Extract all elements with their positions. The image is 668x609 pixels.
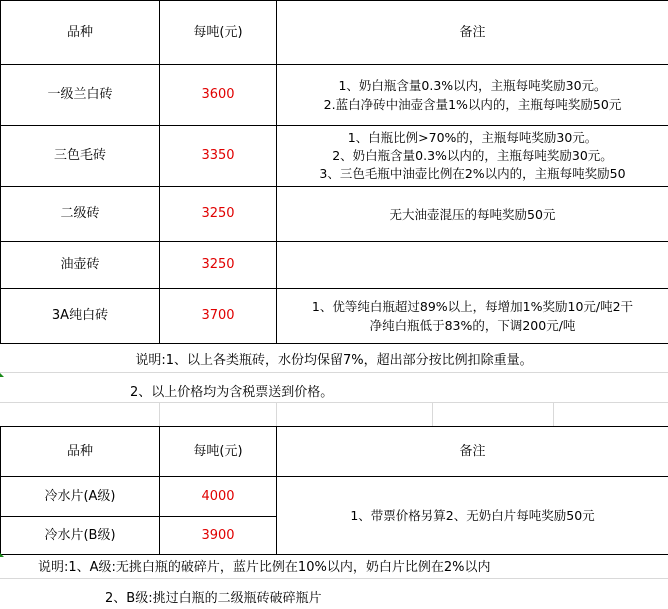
price-table-flakes [0,426,668,555]
gridline [432,403,433,427]
variety-cell: 油壶砖 [1,242,160,289]
table-header-row [1,427,668,477]
variety-cell: 三色毛砖 [1,126,160,187]
variety-cell: 冷水片(B级) [1,517,160,555]
notes-cell-merged: 1、带票价格另算2、无奶白片每吨奖励50元 [277,477,668,555]
table-row [1,187,668,242]
gridline [276,403,277,427]
header-notes: 备注 [277,427,668,477]
gridline [0,578,668,579]
cell-marker-icon [0,373,4,377]
table-row [1,242,668,289]
note-line: 2、奶白瓶含量0.3%以内的，主瓶每吨奖励30元。 [332,148,613,163]
notes-cell [277,289,668,344]
gridline [159,403,160,427]
price-cell: 3250 [160,242,277,289]
notes-cell [277,187,668,242]
notes-cell [277,65,668,126]
remark-line-3: 说明:1、A级:无挑白瓶的破碎片，蓝片比例在10%以内，奶白片比例在2%以内 [38,560,491,575]
table-row [1,126,668,187]
price-cell: 3350 [160,126,277,187]
gridline [553,403,554,427]
table-row [1,289,668,344]
note-line: 1、优等纯白瓶超过89%以上，每增加1%奖励10元/吨2干 [311,299,634,314]
price-cell: 3250 [160,187,277,242]
remark-line-4: 2、B级:挑过白瓶的二级瓶砖破碎瓶片 [105,591,322,606]
table-row [1,477,668,517]
note-line: 2.蓝白净砖中油壶含量1%以内的，主瓶每吨奖励50元 [323,97,622,112]
note-line: 1、奶白瓶含量0.3%以内，主瓶每吨奖励30元。 [338,78,607,93]
price-cell: 3600 [160,65,277,126]
table-row [1,65,668,126]
header-variety: 品种 [1,427,160,477]
variety-cell: 3A纯白砖 [1,289,160,344]
header-notes: 备注 [277,1,668,65]
header-price: 每吨(元) [160,427,277,477]
header-price: 每吨(元) [160,1,277,65]
variety-cell: 一级兰白砖 [1,65,160,126]
note-line: 1、白瓶比例>70%的，主瓶每吨奖励30元。 [347,130,598,145]
header-variety: 品种 [1,1,160,65]
notes-cell [277,126,668,187]
notes-cell [277,242,668,289]
price-cell: 3700 [160,289,277,344]
gridline [0,372,668,373]
note-line: 3、三色毛瓶中油壶比例在2%以内的，主瓶每吨奖励50 [319,166,626,181]
note-line: 净纯白瓶低于83%的，下调200元/吨 [369,318,576,333]
gridline [0,402,668,403]
note-line: 无大油壶混压的每吨奖励50元 [389,206,556,222]
remark-line-1: 说明:1、以上各类瓶砖，水份均保留7%，超出部分按比例扣除重量。 [135,353,533,368]
variety-cell: 冷水片(A级) [1,477,160,517]
remark-line-2: 2、以上价格均为含税票送到价格。 [130,385,334,400]
table-header-row [1,1,668,65]
price-cell: 4000 [160,477,277,517]
variety-cell: 二级砖 [1,187,160,242]
price-cell: 3900 [160,517,277,555]
